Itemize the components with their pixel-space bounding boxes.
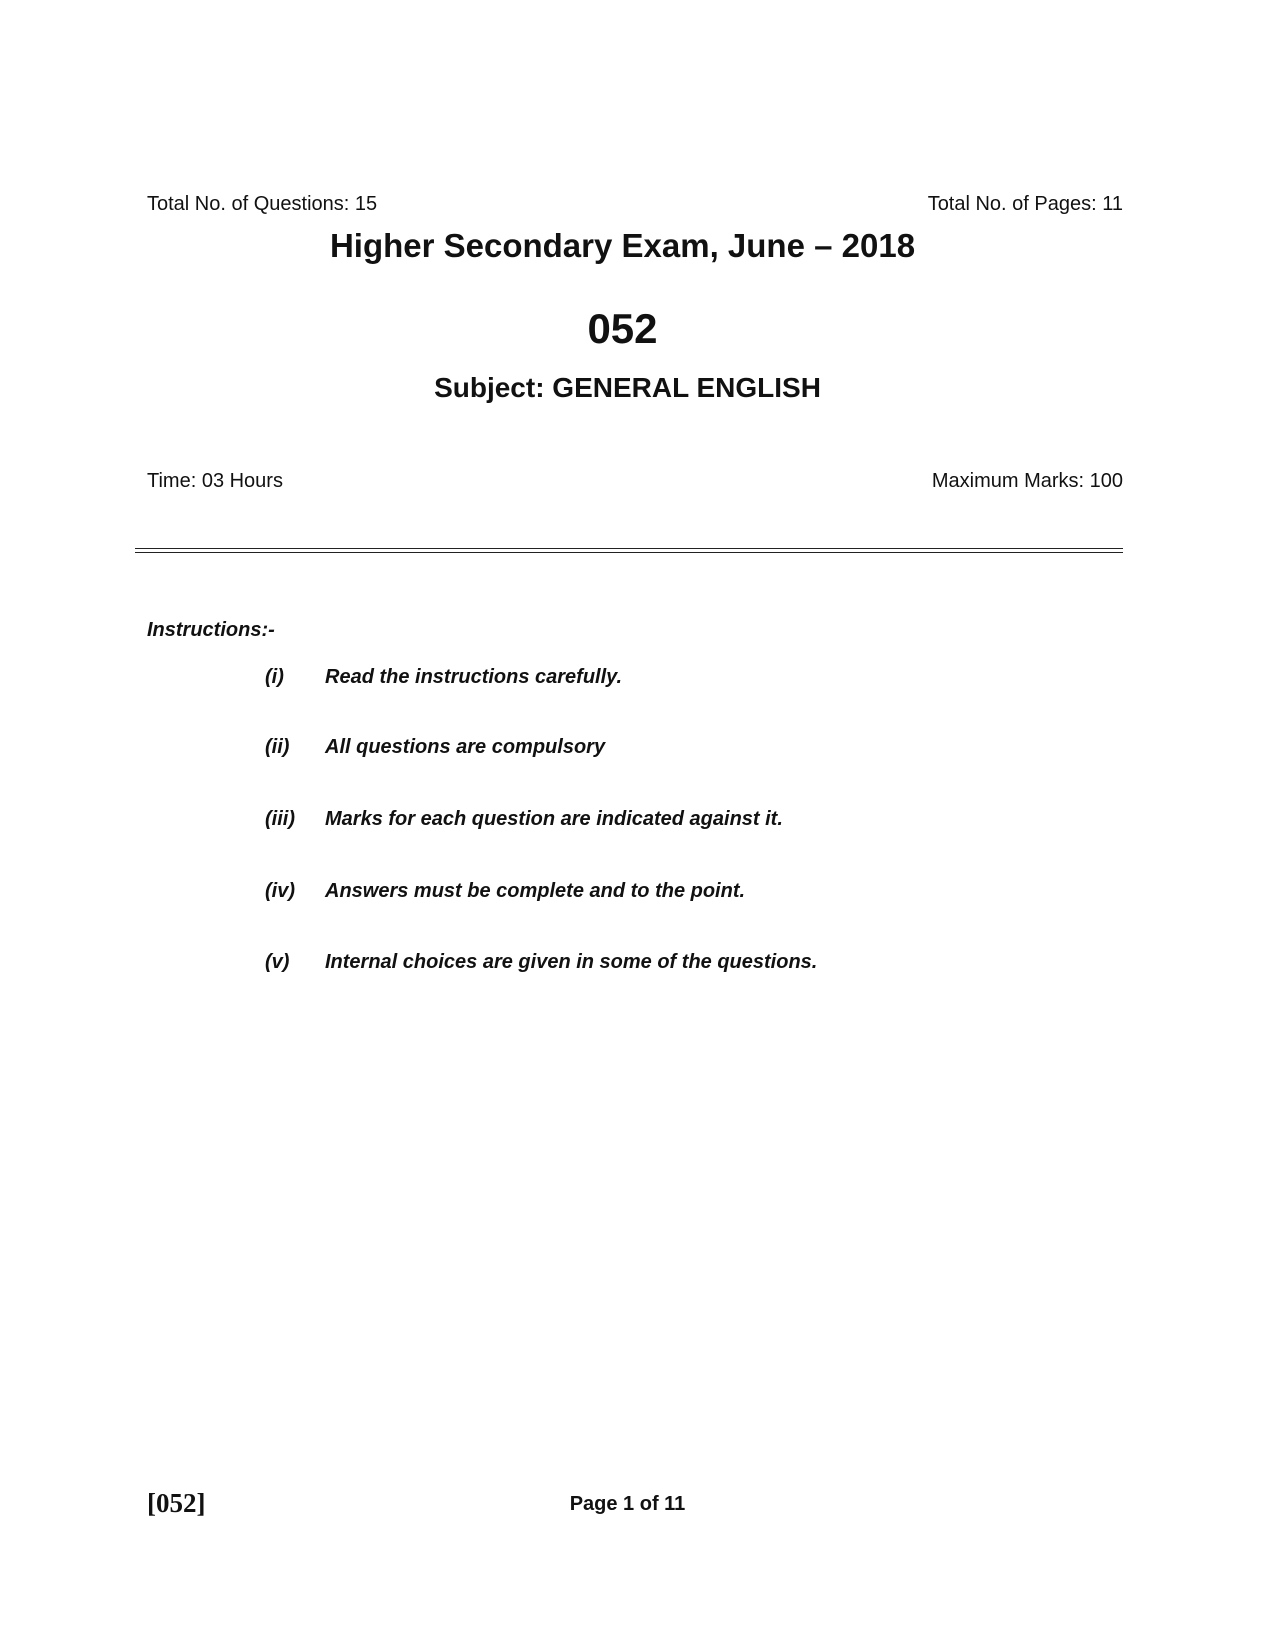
instructions-heading: Instructions:-	[147, 619, 275, 641]
instruction-number: (v)	[265, 951, 290, 973]
page-number: Page 1 of 11	[569, 1493, 686, 1515]
instruction-text: Answers must be complete and to the point.	[325, 880, 746, 902]
instruction-text: All questions are compulsory	[325, 736, 606, 758]
exam-title: Higher Secondary Exam, June – 2018	[329, 227, 916, 264]
instruction-text: Internal choices are given in some of the questions.	[325, 951, 818, 973]
divider-line-bottom	[135, 552, 1123, 553]
instruction-number: (ii)	[265, 736, 290, 758]
instruction-text: Read the instructions carefully.	[325, 666, 623, 688]
instruction-number: (i)	[265, 666, 284, 688]
divider-line-top	[135, 548, 1123, 549]
time-allowed: Time: 03 Hours	[147, 470, 283, 492]
total-questions: Total No. of Questions: 15	[147, 193, 378, 215]
instruction-number: (iv)	[265, 880, 295, 902]
instruction-text: Marks for each question are indicated against it.	[325, 808, 783, 830]
total-pages: Total No. of Pages: 11	[927, 193, 1123, 215]
maximum-marks: Maximum Marks: 100	[931, 470, 1123, 492]
subject-title: Subject: GENERAL ENGLISH	[434, 372, 821, 403]
footer-paper-code: [052]	[147, 1488, 206, 1518]
instruction-number: (iii)	[265, 808, 295, 830]
paper-code: 052	[587, 305, 658, 352]
